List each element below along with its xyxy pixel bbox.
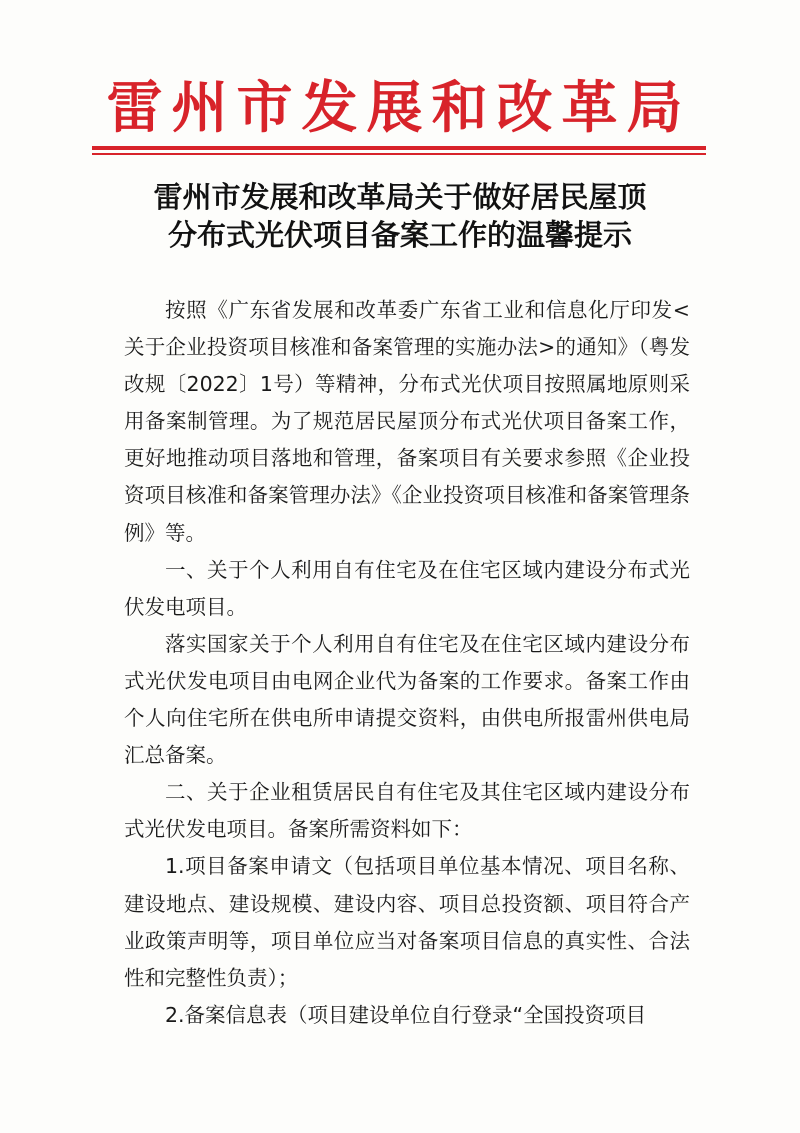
body-list-item-1: 1.项目备案申请文（包括项目单位基本情况、项目名称、建设地点、建设规模、建设内容、项目总投资额、项目符合产业政策声明等，项目单位应当对备案项目信息的真实性、合法性和完整性负责）； [124,854,690,990]
letterhead-red-rule-thick [92,146,706,150]
document-body [124,292,690,1034]
body-list-item-2: 2.备案信息表（项目建设单位自行登录“全国投资项目 [165,1002,647,1027]
document-title-line-2: 分布式光伏项目备案工作的温馨提示 [167,218,632,252]
letterhead-org-name: 雷州市发展和改革局 [106,75,692,141]
document-title-line-1: 雷州市发展和改革局关于做好居民屋顶 [153,180,647,214]
body-paragraph-section-1: 落实国家关于个人利用自有住宅及在住宅区域内建设分布式光伏发电项目由电网企业代为备案的工作要求。备案工作由个人向住宅所在供电所申请提交资料，由供电所报雷州供电局汇总备案。 [124,631,690,768]
body-paragraph-intro: 按照《广东省发展和改革委广东省工业和信息化厅印发<关于企业投资项目核准和备案管理的实施办法>的通知》（粤发改规〔2022〕1号）等精神，分布式光伏项目按照属地原则采用备案制管理。为了规范居民屋顶分布式光伏项目备案工作，更好地推动项目落地和管理，备案项目有关要求参照《企业投资项目核准和备案管理办法》《企业投资项目核准和备案管理条例》等。 [124,298,690,545]
letterhead-red-rule-thin [92,153,706,155]
body-section-heading-2: 二、关于企业租赁居民自有住宅及其住宅区域内建设分布式光伏发电项目。备案所需资料如下： [124,780,690,842]
body-section-heading-1: 一、关于个人利用自有住宅及在住宅区域内建设分布式光伏发电项目。 [124,557,690,619]
document-title [60,178,740,254]
